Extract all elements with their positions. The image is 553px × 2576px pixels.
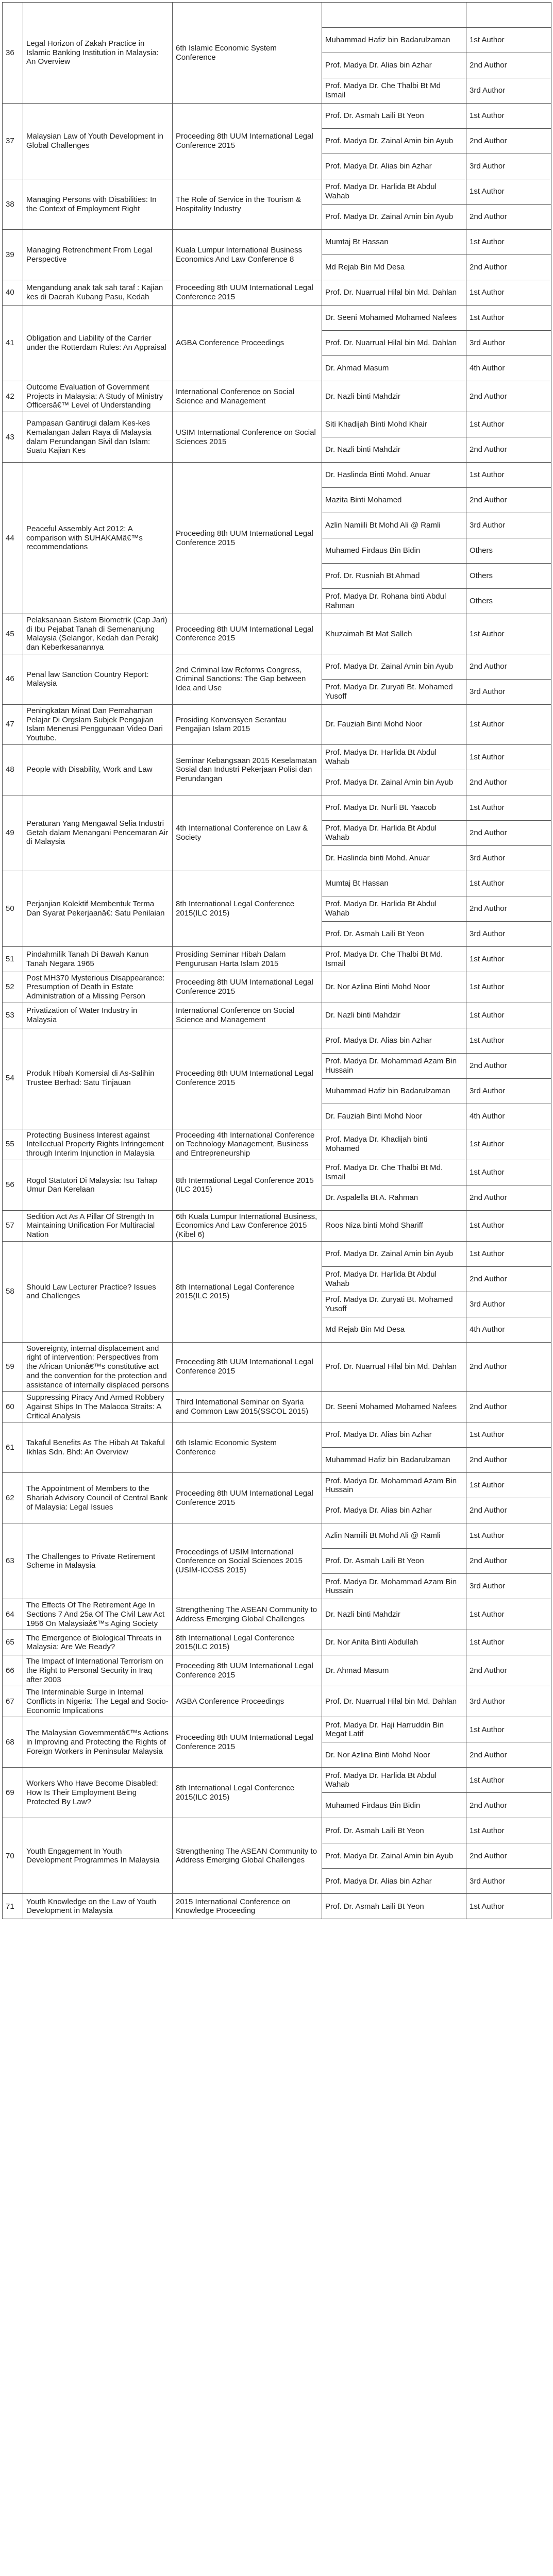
author-role: 1st Author — [466, 1473, 551, 1498]
author-role: 1st Author — [466, 230, 551, 255]
paper-title: The Malaysian Governmentâ€™s Actions in Improving and Protecting the Rights of Foreign Workers in Peninsular Malaysia — [23, 1717, 173, 1768]
author-role: 2nd Author — [466, 1448, 551, 1473]
table-row — [3, 744, 551, 770]
paper-title: Managing Persons with Disabilities: In the Context of Employment Right — [23, 179, 173, 230]
conference-name: International Conference on Social Science and Management — [173, 381, 322, 412]
paper-title: Malaysian Law of Youth Development in Global Challenges — [23, 104, 173, 179]
author-role: 1st Author — [466, 280, 551, 306]
author-name: Prof. Madya Dr. Harlida Bt Abdul Wahab — [322, 744, 466, 770]
author-role: 3rd Author — [466, 921, 551, 946]
author-name: Prof. Dr. Asmah Laili Bt Yeon — [322, 1894, 466, 1919]
conference-name: 2015 International Conference on Knowledge Proceeding — [173, 1894, 322, 1919]
author-role: 2nd Author — [466, 488, 551, 513]
author-role: 2nd Author — [466, 820, 551, 845]
author-role: 1st Author — [466, 104, 551, 129]
author-name: Prof. Madya Dr. Zainal Amin bin Ayub — [322, 770, 466, 795]
row-number: 65 — [3, 1630, 23, 1655]
author-role: 3rd Author — [466, 679, 551, 704]
author-name: Prof. Dr. Asmah Laili Bt Yeon — [322, 104, 466, 129]
author-role: 1st Author — [466, 1717, 551, 1742]
author-name: Dr. Ahmad Masum — [322, 1655, 466, 1686]
author-name: Mumtaj Bt Hassan — [322, 230, 466, 255]
row-number: 69 — [3, 1768, 23, 1818]
row-number: 62 — [3, 1473, 23, 1523]
author-name: Prof. Madya Dr. Alias bin Azhar — [322, 1498, 466, 1523]
author-role: 2nd Author — [466, 1342, 551, 1391]
paper-title: The Effects Of The Retirement Age In Sections 7 And 25a Of The Civil Law Act 1956 On Malaysiaâ€™s Aging Society — [23, 1599, 173, 1630]
table-row — [3, 1599, 551, 1630]
author-name: Prof. Madya Dr. Mohammad Azam Bin Hussain — [322, 1574, 466, 1599]
conference-name: Proceeding 8th UUM International Legal Conference 2015 — [173, 104, 322, 179]
conference-name: Strengthening The ASEAN Community to Address Emerging Global Challenges — [173, 1599, 322, 1630]
table-row — [3, 104, 551, 129]
row-number: 38 — [3, 179, 23, 230]
author-role: 1st Author — [466, 1028, 551, 1053]
paper-title: Sovereignty, internal displacement and right of intervention: Perspectives from the African Unionâ€™s constitutive act and the convention for the protection and assistance of internally displaced persons — [23, 1342, 173, 1391]
author-role: 1st Author — [466, 1422, 551, 1448]
author-role: 1st Author — [466, 1241, 551, 1266]
author-role: 3rd Author — [466, 331, 551, 356]
row-number: 55 — [3, 1129, 23, 1160]
author-name: Prof. Madya Dr. Che Thalbi Bt Md. Ismail — [322, 946, 466, 972]
row-number: 58 — [3, 1241, 23, 1342]
author-name: Prof. Madya Dr. Che Thalbi Bt Md Ismail — [322, 78, 466, 104]
row-number: 46 — [3, 654, 23, 704]
table-row — [3, 1630, 551, 1655]
author-role: 1st Author — [466, 946, 551, 972]
author-name: Prof. Dr. Asmah Laili Bt Yeon — [322, 921, 466, 946]
author-name: Mazita Binti Mohamed — [322, 488, 466, 513]
table-row — [3, 654, 551, 679]
author-role: 1st Author — [466, 179, 551, 205]
table-row — [3, 306, 551, 331]
author-name: Muhamed Firdaus Bin Bidin — [322, 1793, 466, 1818]
table-row — [3, 179, 551, 205]
author-name: Dr. Haslinda Binti Mohd. Anuar — [322, 463, 466, 488]
table-row — [3, 1523, 551, 1549]
table-row — [3, 1768, 551, 1793]
author-name: Md Rejab Bin Md Desa — [322, 255, 466, 280]
table-row — [3, 614, 551, 654]
author-name: Prof. Madya Dr. Alias bin Azhar — [322, 1028, 466, 1053]
conference-name: Proceeding 8th UUM International Legal Conference 2015 — [173, 463, 322, 614]
conference-name: Proceeding 4th International Conference on Technology Management, Business and Entrepreneurship — [173, 1129, 322, 1160]
row-number: 67 — [3, 1686, 23, 1717]
author-name: Prof. Madya Dr. Harlida Bt Abdul Wahab — [322, 820, 466, 845]
author-role: 2nd Author — [466, 1655, 551, 1686]
paper-title: Rogol Statutori Di Malaysia: Isu Tahap Umur Dan Kerelaan — [23, 1160, 173, 1210]
row-number: 40 — [3, 280, 23, 306]
table-row — [3, 704, 551, 744]
author-name: Prof. Madya Dr. Mohammad Azam Bin Hussain — [322, 1053, 466, 1078]
row-number: 68 — [3, 1717, 23, 1768]
author-name: Prof. Madya Dr. Zainal Amin bin Ayub — [322, 1241, 466, 1266]
author-name: Prof. Dr. Asmah Laili Bt Yeon — [322, 1818, 466, 1843]
author-role: 1st Author — [466, 972, 551, 1003]
conference-name: Proceeding 8th UUM International Legal Conference 2015 — [173, 972, 322, 1003]
author-name: Prof. Dr. Asmah Laili Bt Yeon — [322, 1549, 466, 1574]
author-role: 2nd Author — [466, 1793, 551, 1818]
table-row — [3, 871, 551, 896]
paper-title: The Challenges to Private Retirement Scheme in Malaysia — [23, 1523, 173, 1599]
row-number: 53 — [3, 1003, 23, 1028]
table-row — [3, 972, 551, 1003]
author-name: Dr. Nor Azlina Binti Mohd Noor — [322, 1742, 466, 1768]
table-row — [3, 1003, 551, 1028]
paper-title: Pampasan Gantirugi dalam Kes-kes Kemalangan Jalan Raya di Malaysia dalam Perundangan Sivil dan Islam: Suatu Kajian Kes — [23, 412, 173, 463]
author-role: 2nd Author — [466, 1498, 551, 1523]
author-name: Dr. Haslinda binti Mohd. Anuar — [322, 845, 466, 871]
author-role: 2nd Author — [466, 53, 551, 78]
conference-name: 8th International Legal Conference 2015 (ILC 2015) — [173, 1160, 322, 1210]
table-row — [3, 1210, 551, 1241]
conference-name: Proceeding 8th UUM International Legal Conference 2015 — [173, 1717, 322, 1768]
author-name — [322, 3, 466, 28]
paper-title: The Appointment of Members to the Shariah Advisory Council of Central Bank of Malaysia: Legal Issues — [23, 1473, 173, 1523]
author-name: Prof. Madya Dr. Zainal Amin bin Ayub — [322, 654, 466, 679]
paper-title: Youth Knowledge on the Law of Youth Development in Malaysia — [23, 1894, 173, 1919]
table-row — [3, 1686, 551, 1717]
author-role: 1st Author — [466, 1523, 551, 1549]
table-row — [3, 230, 551, 255]
row-number: 56 — [3, 1160, 23, 1210]
table-row — [3, 1717, 551, 1742]
conference-name: 8th International Legal Conference 2015(ILC 2015) — [173, 1241, 322, 1342]
row-number: 61 — [3, 1422, 23, 1473]
paper-title: Youth Engagement In Youth Development Programmes In Malaysia — [23, 1818, 173, 1894]
paper-title: The Interminable Surge in Internal Conflicts in Nigeria: The Legal and Socio-Economic Implications — [23, 1686, 173, 1717]
conference-name: 8th International Legal Conference 2015(ILC 2015) — [173, 871, 322, 946]
table-row — [3, 1129, 551, 1160]
conference-name: 6th Islamic Economic System Conference — [173, 1422, 322, 1473]
author-role: 1st Author — [466, 1768, 551, 1793]
author-role: 1st Author — [466, 871, 551, 896]
author-name: Prof. Dr. Nuarrual Hilal bin Md. Dahlan — [322, 280, 466, 306]
author-role: 1st Author — [466, 795, 551, 820]
author-role: 4th Author — [466, 356, 551, 381]
author-role: 1st Author — [466, 463, 551, 488]
author-name: Prof. Madya Dr. Zainal Amin bin Ayub — [322, 1843, 466, 1869]
author-name: Prof. Madya Dr. Che Thalbi Bt Md. Ismail — [322, 1160, 466, 1185]
row-number: 37 — [3, 104, 23, 179]
conference-name: Proceeding 8th UUM International Legal Conference 2015 — [173, 1028, 322, 1129]
table-row — [3, 1655, 551, 1686]
conference-name: Prosiding Seminar Hibah Dalam Pengurusan Harta Islam 2015 — [173, 946, 322, 972]
author-role: 1st Author — [466, 1160, 551, 1185]
author-role — [466, 3, 551, 28]
author-name: Muhammad Hafiz bin Badarulzaman — [322, 1078, 466, 1104]
conference-name: The Role of Service in the Tourism & Hospitality Industry — [173, 179, 322, 230]
author-role: 2nd Author — [466, 437, 551, 463]
table-row — [3, 795, 551, 820]
author-role: 2nd Author — [466, 1266, 551, 1292]
paper-title: The Emergence of Biological Threats in Malaysia: Are We Ready? — [23, 1630, 173, 1655]
row-number: 50 — [3, 871, 23, 946]
paper-title: Pelaksanaan Sistem Biometrik (Cap Jari) di Ibu Pejabat Tanah di Semenanjung Malaysia (Selangor, Kedah dan Perak) dan Keberkesanannya — [23, 614, 173, 654]
author-name: Dr. Fauziah Binti Mohd Noor — [322, 1104, 466, 1129]
row-number: 63 — [3, 1523, 23, 1599]
author-role: 2nd Author — [466, 1843, 551, 1869]
author-name: Prof. Madya Dr. Nurli Bt. Yaacob — [322, 795, 466, 820]
conference-name: Proceeding 8th UUM International Legal Conference 2015 — [173, 614, 322, 654]
conference-name: AGBA Conference Proceedings — [173, 1686, 322, 1717]
author-name: Roos Niza binti Mohd Shariff — [322, 1210, 466, 1241]
author-role: 3rd Author — [466, 154, 551, 179]
paper-title: Obligation and Liability of the Carrier under the Rotterdam Rules: An Appraisal — [23, 306, 173, 381]
author-role: Others — [466, 538, 551, 564]
author-role: 1st Author — [466, 704, 551, 744]
author-name: Dr. Ahmad Masum — [322, 356, 466, 381]
author-name: Md Rejab Bin Md Desa — [322, 1317, 466, 1342]
author-name: Prof. Madya Dr. Haji Harruddin Bin Megat Latif — [322, 1717, 466, 1742]
author-name: Prof. Madya Dr. Mohammad Azam Bin Hussain — [322, 1473, 466, 1498]
row-number: 60 — [3, 1392, 23, 1422]
paper-title: Peaceful Assembly Act 2012: A comparison with SUHAKAMâ€™s recommendations — [23, 463, 173, 614]
row-number: 41 — [3, 306, 23, 381]
conference-name: Strengthening The ASEAN Community to Address Emerging Global Challenges — [173, 1818, 322, 1894]
paper-title: Takaful Benefits As The Hibah At Takaful Ikhlas Sdn. Bhd: An Overview — [23, 1422, 173, 1473]
conference-name: 8th International Legal Conference 2015(ILC 2015) — [173, 1630, 322, 1655]
author-name: Azlin Namiili Bt Mohd Ali @ Ramli — [322, 513, 466, 538]
author-name: Azlin Namiili Bt Mohd Ali @ Ramli — [322, 1523, 466, 1549]
author-name: Dr. Nazli binti Mahdzir — [322, 437, 466, 463]
author-role: 1st Author — [466, 1599, 551, 1630]
table-row — [3, 1818, 551, 1843]
row-number: 54 — [3, 1028, 23, 1129]
author-role: 1st Author — [466, 1129, 551, 1160]
author-name: Prof. Madya Dr. Harlida Bt Abdul Wahab — [322, 179, 466, 205]
row-number: 43 — [3, 412, 23, 463]
paper-title: The Impact of International Terrorism on the Right to Personal Security in Iraq after 2003 — [23, 1655, 173, 1686]
author-role: 2nd Author — [466, 381, 551, 412]
author-role: 2nd Author — [466, 205, 551, 230]
table-row — [3, 1028, 551, 1053]
author-role: 3rd Author — [466, 845, 551, 871]
conference-name: 8th International Legal Conference 2015(ILC 2015) — [173, 1768, 322, 1818]
author-role: 2nd Author — [466, 1549, 551, 1574]
row-number: 49 — [3, 795, 23, 871]
table-row — [3, 1342, 551, 1391]
table-row — [3, 3, 551, 28]
table-row — [3, 280, 551, 306]
author-name: Dr. Nor Anita Binti Abdullah — [322, 1630, 466, 1655]
conference-name: Third International Seminar on Syaria and Common Law 2015(SSCOL 2015) — [173, 1392, 322, 1422]
author-name: Prof. Madya Dr. Harlida Bt Abdul Wahab — [322, 896, 466, 921]
paper-title: Mengandung anak tak sah taraf : Kajian kes di Daerah Kubang Pasu, Kedah — [23, 280, 173, 306]
table-row — [3, 1160, 551, 1185]
row-number: 36 — [3, 3, 23, 104]
conference-name: Kuala Lumpur International Business Economics And Law Conference 8 — [173, 230, 322, 280]
author-role: Others — [466, 564, 551, 589]
row-number: 71 — [3, 1894, 23, 1919]
author-role: 2nd Author — [466, 770, 551, 795]
table-row — [3, 463, 551, 488]
table-row — [3, 1392, 551, 1422]
author-name: Prof. Madya Dr. Alias bin Azhar — [322, 53, 466, 78]
author-name: Muhamed Firdaus Bin Bidin — [322, 538, 466, 564]
table-row — [3, 1241, 551, 1266]
author-name: Prof. Madya Dr. Zainal Amin bin Ayub — [322, 129, 466, 154]
author-role: 3rd Author — [466, 513, 551, 538]
paper-title: Managing Retrenchment From Legal Perspective — [23, 230, 173, 280]
paper-title: Peraturan Yang Mengawal Selia Industri Getah dalam Menangani Pencemaran Air di Malaysia — [23, 795, 173, 871]
row-number: 64 — [3, 1599, 23, 1630]
author-name: Prof. Dr. Nuarrual Hilal bin Md. Dahlan — [322, 1342, 466, 1391]
paper-title: Protecting Business Interest against Intellectual Property Rights Infringement through Interim Injunction in Malaysia — [23, 1129, 173, 1160]
author-role: 4th Author — [466, 1104, 551, 1129]
row-number: 70 — [3, 1818, 23, 1894]
author-name: Prof. Madya Dr. Alias bin Azhar — [322, 1869, 466, 1894]
table-row — [3, 1473, 551, 1498]
author-name: Mumtaj Bt Hassan — [322, 871, 466, 896]
author-role: 1st Author — [466, 1003, 551, 1028]
table-row — [3, 946, 551, 972]
paper-title: Produk Hibah Komersial di As-Salihin Trustee Berhad: Satu Tinjauan — [23, 1028, 173, 1129]
paper-title: Outcome Evaluation of Government Projects in Malaysia: A Study of Ministry Officersâ€™ Level of Understanding — [23, 381, 173, 412]
paper-title: Workers Who Have Become Disabled: How Is Their Employment Being Protected By Law? — [23, 1768, 173, 1818]
row-number: 45 — [3, 614, 23, 654]
conference-name: Proceeding 8th UUM International Legal Conference 2015 — [173, 280, 322, 306]
author-name: Muhammad Hafiz bin Badarulzaman — [322, 1448, 466, 1473]
paper-title: Sedition Act As A Pillar Of Strength In Maintaining Unification For Multiracial Nation — [23, 1210, 173, 1241]
table-row — [3, 1422, 551, 1448]
conference-name: 6th Islamic Economic System Conference — [173, 3, 322, 104]
author-name: Prof. Dr. Nuarrual Hilal bin Md. Dahlan — [322, 331, 466, 356]
author-role: 2nd Author — [466, 255, 551, 280]
author-role: 3rd Author — [466, 1686, 551, 1717]
author-role: 4th Author — [466, 1317, 551, 1342]
author-name: Dr. Seeni Mohamed Mohamed Nafees — [322, 306, 466, 331]
author-name: Prof. Madya Dr. Zainal Amin bin Ayub — [322, 205, 466, 230]
author-role: 1st Author — [466, 614, 551, 654]
author-name: Dr. Nazli binti Mahdzir — [322, 1003, 466, 1028]
conference-name: 2nd Criminal law Reforms Congress, Criminal Sanctions: The Gap between Idea and Use — [173, 654, 322, 704]
author-name: Prof. Madya Dr. Zuryati Bt. Mohamed Yusoff — [322, 679, 466, 704]
author-name: Siti Khadijah Binti Mohd Khair — [322, 412, 466, 437]
author-name: Prof. Madya Dr. Khadijah binti Mohamed — [322, 1129, 466, 1160]
author-name: Prof. Madya Dr. Rohana binti Abdul Rahman — [322, 589, 466, 614]
table-row — [3, 412, 551, 437]
author-name: Prof. Dr. Rusniah Bt Ahmad — [322, 564, 466, 589]
conference-name: 6th Kuala Lumpur International Business, Economics And Law Conference 2015 (Kibel 6) — [173, 1210, 322, 1241]
conference-name: Proceeding 8th UUM International Legal Conference 2015 — [173, 1655, 322, 1686]
publications-table — [2, 2, 551, 1919]
conference-name: AGBA Conference Proceedings — [173, 306, 322, 381]
paper-title: Privatization of Water Industry in Malaysia — [23, 1003, 173, 1028]
author-role: 1st Author — [466, 744, 551, 770]
paper-title: Pindahmilik Tanah Di Bawah Kanun Tanah Negara 1965 — [23, 946, 173, 972]
conference-name: Seminar Kebangsaan 2015 Keselamatan Sosial dan Industri Pekerjaan Polisi dan Perundangan — [173, 744, 322, 795]
author-role: 2nd Author — [466, 1742, 551, 1768]
author-name: Muhammad Hafiz bin Badarulzaman — [322, 28, 466, 53]
author-role: 2nd Author — [466, 1185, 551, 1210]
row-number: 59 — [3, 1342, 23, 1391]
author-name: Prof. Madya Dr. Alias bin Azhar — [322, 154, 466, 179]
paper-title: People with Disability, Work and Law — [23, 744, 173, 795]
author-role: 2nd Author — [466, 1053, 551, 1078]
author-name: Dr. Nazli binti Mahdzir — [322, 1599, 466, 1630]
conference-name: USIM International Conference on Social Sciences 2015 — [173, 412, 322, 463]
author-name: Prof. Madya Dr. Zuryati Bt. Mohamed Yusoff — [322, 1292, 466, 1317]
author-name: Dr. Seeni Mohamed Mohamed Nafees — [322, 1392, 466, 1422]
conference-name: Prosiding Konvensyen Serantau Pengajian Islam 2015 — [173, 704, 322, 744]
paper-title: Peningkatan Minat Dan Pemahaman Pelajar Di Orgslam Subjek Pengajian Islam Menerusi Penggunaan Video Dari Youtube. — [23, 704, 173, 744]
author-role: 1st Author — [466, 1818, 551, 1843]
author-role: 1st Author — [466, 412, 551, 437]
row-number: 44 — [3, 463, 23, 614]
author-name: Khuzaimah Bt Mat Salleh — [322, 614, 466, 654]
row-number: 52 — [3, 972, 23, 1003]
author-role: 3rd Author — [466, 1574, 551, 1599]
paper-title: Legal Horizon of Zakah Practice in Islamic Banking Institution in Malaysia: An Overview — [23, 3, 173, 104]
row-number: 39 — [3, 230, 23, 280]
row-number: 66 — [3, 1655, 23, 1686]
conference-name: 4th International Conference on Law & Society — [173, 795, 322, 871]
author-role: 2nd Author — [466, 129, 551, 154]
paper-title: Penal law Sanction Country Report: Malaysia — [23, 654, 173, 704]
author-name: Prof. Madya Dr. Alias bin Azhar — [322, 1422, 466, 1448]
publications-table-body — [3, 3, 551, 1919]
author-role: Others — [466, 589, 551, 614]
author-name: Dr. Nor Azlina Binti Mohd Noor — [322, 972, 466, 1003]
author-name: Dr. Fauziah Binti Mohd Noor — [322, 704, 466, 744]
author-role: 3rd Author — [466, 1292, 551, 1317]
author-name: Prof. Madya Dr. Harlida Bt Abdul Wahab — [322, 1266, 466, 1292]
row-number: 51 — [3, 946, 23, 972]
author-role: 1st Author — [466, 28, 551, 53]
author-role: 2nd Author — [466, 1392, 551, 1422]
paper-title: Should Law Lecturer Practice? Issues and Challenges — [23, 1241, 173, 1342]
author-role: 3rd Author — [466, 78, 551, 104]
author-role: 1st Author — [466, 306, 551, 331]
table-row — [3, 381, 551, 412]
author-role: 2nd Author — [466, 654, 551, 679]
author-role: 3rd Author — [466, 1078, 551, 1104]
paper-title: Perjanjian Kolektif Membentuk Terma Dan Syarat Pekerjaanâ€: Satu Penilaian — [23, 871, 173, 946]
conference-name: Proceeding 8th UUM International Legal Conference 2015 — [173, 1473, 322, 1523]
paper-title: Post MH370 Mysterious Disappearance: Presumption of Death in Estate Administration of a Missing Person — [23, 972, 173, 1003]
row-number: 47 — [3, 704, 23, 744]
author-name: Dr. Aspalella Bt A. Rahman — [322, 1185, 466, 1210]
author-name: Dr. Nazli binti Mahdzir — [322, 381, 466, 412]
author-role: 2nd Author — [466, 896, 551, 921]
conference-name: Proceedings of USIM International Conference on Social Sciences 2015 (USIM-ICOSS 2015) — [173, 1523, 322, 1599]
table-row — [3, 1894, 551, 1919]
row-number: 42 — [3, 381, 23, 412]
author-name: Prof. Dr. Nuarrual Hilal bin Md. Dahlan — [322, 1686, 466, 1717]
row-number: 48 — [3, 744, 23, 795]
paper-title: Suppressing Piracy And Armed Robbery Against Ships In The Malacca Straits: A Critical Analysis — [23, 1392, 173, 1422]
row-number: 57 — [3, 1210, 23, 1241]
author-role: 1st Author — [466, 1210, 551, 1241]
author-role: 1st Author — [466, 1630, 551, 1655]
conference-name: Proceeding 8th UUM International Legal Conference 2015 — [173, 1342, 322, 1391]
author-role: 3rd Author — [466, 1869, 551, 1894]
author-role: 1st Author — [466, 1894, 551, 1919]
author-name: Prof. Madya Dr. Harlida Bt Abdul Wahab — [322, 1768, 466, 1793]
conference-name: International Conference on Social Science and Management — [173, 1003, 322, 1028]
